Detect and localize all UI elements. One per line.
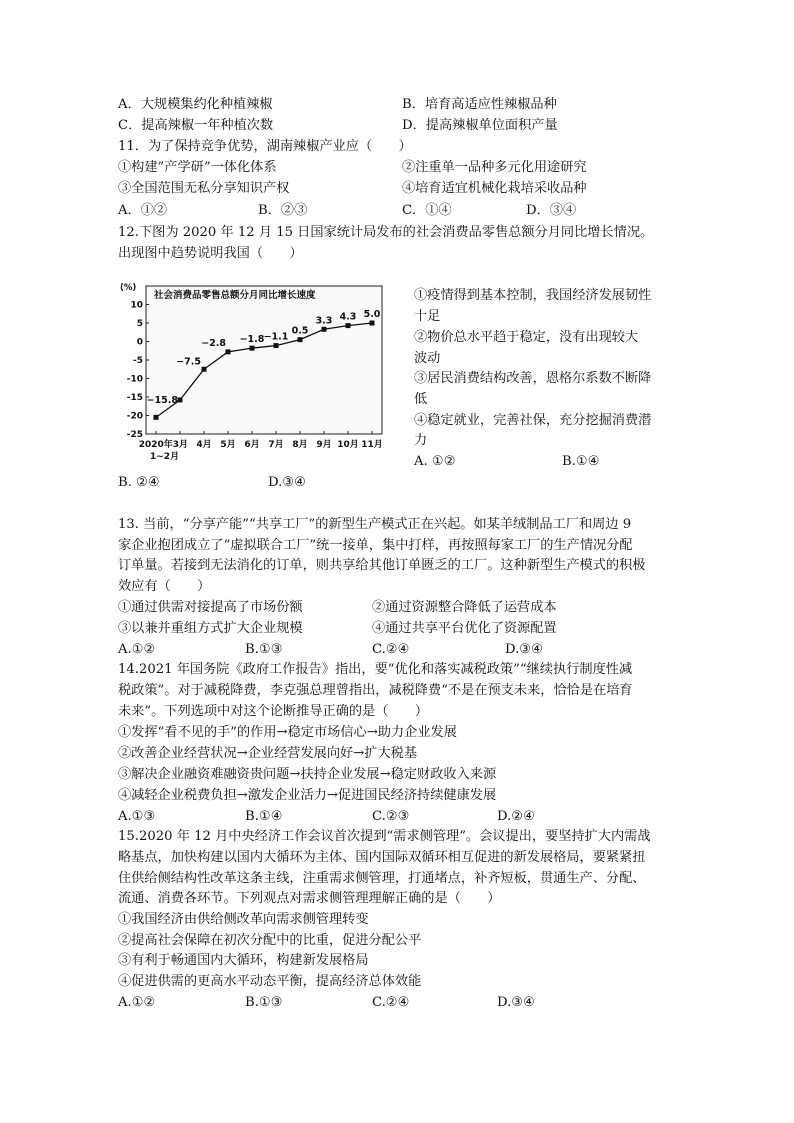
q13-stem-line-4: 效应有（ ） [118, 579, 211, 594]
q15-stem-line-3: 住供给侧结构性改革这条主线，注重需求侧管理，打通堵点，补齐短板，贯通生产、分配、 [118, 871, 646, 886]
data-point [346, 323, 351, 328]
x-tick-label-first: 1~2月 [150, 452, 180, 462]
data-point [250, 346, 255, 351]
q13-item-1: ①通过供需对接提高了市场份额 [118, 600, 303, 615]
q12-item-4-line-1: ④稳定就业，完善社保，充分挖掘消费潜 [414, 413, 652, 428]
q13-stem-line-1: 13. 当前，“分享产能”“共享工厂”的新型生产模式正在兴起。如某羊绒制品工厂和周边 9 [118, 517, 632, 532]
q13-answer-b: B.①③ [245, 642, 283, 657]
q14-stem-line-2: 税政策”。对于减税降费，李克强总理曾指出，减税降费“不是在预支未来，恰恰是在培育 [118, 683, 633, 698]
q14-item-4: ④减轻企业税费负担→激发企业活力→促进国民经济持续健康发展 [118, 788, 497, 803]
q11-item-1: ①构建”产学研”一体化体系 [118, 160, 277, 175]
q15-answer-b: B.①③ [245, 995, 283, 1010]
q15-answer-d: D.③④ [497, 995, 535, 1010]
q12-item-2-line-2: 波动 [414, 351, 441, 366]
data-label: 4.3 [339, 311, 357, 323]
q15-answer-a: A.①② [118, 995, 156, 1010]
data-label: −2.8 [201, 337, 226, 349]
data-point [226, 349, 231, 354]
x-tick-label: 2020年3月 [138, 440, 188, 450]
q12-item-2-line-1: ②物价总水平趋于稳定，没有出现较大 [414, 330, 639, 345]
q10-option-d: D．提高辣椒单位面积产量 [402, 118, 558, 133]
y-tick-label: -25 [126, 430, 143, 440]
q12-item-3-line-2: 低 [414, 392, 428, 407]
x-tick-label: 11月 [361, 440, 383, 450]
chart-title: 社会消费品零售总额分月同比增长速度 [154, 290, 316, 301]
data-point [370, 321, 375, 326]
q14-answer-d: D.②④ [497, 809, 535, 824]
q13-answer-d: D.③④ [505, 642, 543, 657]
q15-stem-line-1: 15.2020 年 12 月中央经济工作会议首次提到“需求侧管理”。会议提出，要坚持扩大内需战 [118, 829, 651, 844]
x-tick-label: 9月 [316, 440, 332, 450]
q11-stem: 11．为了保持竞争优势，湖南辣椒产业应（ ） [118, 139, 412, 154]
q14-answer-b: B.①④ [245, 809, 283, 824]
q11-answer-b: B．②③ [258, 203, 308, 218]
x-tick-label: 5月 [220, 440, 236, 450]
data-label: −15.8 [146, 394, 178, 406]
q15-stem-line-4: 流通、消费各环节。下列观点对需求侧管理理解正确的是（ ） [118, 891, 501, 906]
q15-item-1: ①我国经济由供给侧改革向需求侧管理转变 [118, 912, 369, 927]
y-tick-label: -15 [126, 393, 143, 403]
q15-item-2: ②提高社会保障在初次分配中的比重，促进分配公平 [118, 933, 422, 948]
q13-item-4: ④通过共享平台优化了资源配置 [372, 621, 557, 636]
data-point [202, 367, 207, 372]
q12-answer-d: D.③④ [268, 475, 306, 490]
q10-option-c: C．提高辣椒一年种植次数 [118, 118, 274, 133]
data-label: 0.5 [291, 325, 309, 337]
q12-answer-b: B.①④ [562, 454, 600, 469]
q14-answer-c: C.②③ [372, 809, 410, 824]
q15-item-3: ③有利于畅通国内大循环，构建新发展格局 [118, 953, 369, 968]
data-point [298, 337, 303, 342]
data-label: −1.1 [263, 331, 289, 343]
x-tick-label: 4月 [196, 440, 212, 450]
q12-answer-b2: B. ②④ [118, 475, 160, 490]
q10-option-a: A．大规模集约化种植辣椒 [118, 97, 273, 112]
q13-item-2: ②通过资源整合降低了运营成本 [372, 600, 557, 615]
q11-answer-d: D．③④ [526, 203, 577, 218]
retail-sales-growth-chart [118, 282, 386, 468]
y-tick-label: -10 [126, 374, 143, 385]
chart-svg [118, 282, 386, 468]
q13-item-3: ③以兼并重组方式扩大企业规模 [118, 621, 303, 636]
data-label: 5.0 [363, 309, 381, 320]
data-label: 3.3 [315, 315, 333, 327]
q14-answer-a: A.①③ [118, 809, 156, 824]
y-tick-label: 5 [136, 319, 143, 329]
q15-stem-line-2: 略基点，加快构建以国内大循环为主体、国内国际双循环相互促进的新发展格局，要紧紧扭 [118, 850, 646, 865]
y-tick-label: -20 [126, 411, 143, 422]
q12-stem-line-1: 12.下图为 2020 年 12 月 15 日国家统计局发布的社会消费品零售总额分月同比增长情况。 [118, 225, 654, 240]
y-tick-label: 0 [136, 337, 143, 348]
x-tick-label: 7月 [268, 440, 284, 450]
q12-item-3-line-1: ③居民消费结构改善，恩格尔系数不断降 [414, 371, 652, 386]
q12-item-1-line-2: 十足 [414, 309, 441, 324]
q12-stem-line-2: 出现图中趋势说明我国（ ） [118, 246, 303, 261]
q14-stem-line-3: 未来”。下列选项中对这个论断推导正确的是（ ） [118, 704, 429, 719]
data-point [274, 343, 279, 348]
y-unit-label: (%) [120, 283, 137, 293]
q15-item-4: ④促进供需的更高水平动态平衡，提高经济总体效能 [118, 974, 422, 989]
data-point [322, 327, 327, 332]
q13-answer-c: C.②④ [372, 642, 410, 657]
data-point [178, 397, 183, 402]
q10-option-b: B．培育高适应性辣椒品种 [402, 97, 557, 112]
q13-stem-line-2: 家企业抱团成立了“虚拟联合工厂”统一接单，集中打样，再按照每家工厂的生产情况分配 [118, 538, 633, 553]
q14-item-2: ②改善企业经营状况→企业经营发展向好→扩大税基 [118, 746, 418, 761]
q13-answer-a: A.①② [118, 642, 156, 657]
q11-answer-a: A．①② [118, 203, 168, 218]
q14-item-1: ①发挥“看不见的手”的作用→稳定市场信心→助力企业发展 [118, 725, 457, 740]
x-tick-label: 10月 [337, 440, 359, 450]
x-tick-label: 8月 [292, 440, 308, 450]
q11-item-2: ②注重单一品种多元化用途研究 [402, 160, 587, 175]
q15-answer-c: C.②④ [372, 995, 410, 1010]
data-point [154, 415, 159, 420]
data-label: −7.5 [176, 356, 201, 368]
q11-item-3: ③全国范围无私分享知识产权 [118, 181, 290, 196]
q12-item-1-line-1: ①疫情得到基本控制，我国经济发展韧性 [414, 288, 652, 303]
y-tick-label: -5 [133, 356, 143, 366]
x-tick-label: 6月 [244, 440, 260, 450]
data-label: −1.8 [239, 334, 265, 346]
q14-stem-line-1: 14.2021 年国务院《政府工作报告》指出，要“优化和落实减税政策”“继续执行制度性减 [118, 662, 633, 677]
q13-stem-line-3: 订单量。若接到无法消化的订单，则共享给其他订单匮乏的工厂。这种新型生产模式的积极 [118, 558, 646, 573]
y-tick-label: 10 [130, 300, 143, 311]
q14-item-3: ③解决企业融资难融资贵问题→扶持企业发展→稳定财政收入来源 [118, 767, 497, 782]
q12-answer-a: A. ①② [414, 454, 456, 469]
q11-item-4: ④培育适宜机械化栽培采收品种 [402, 181, 587, 196]
q11-answer-c: C．①④ [402, 203, 452, 218]
q12-item-4-line-2: 力 [414, 433, 428, 448]
